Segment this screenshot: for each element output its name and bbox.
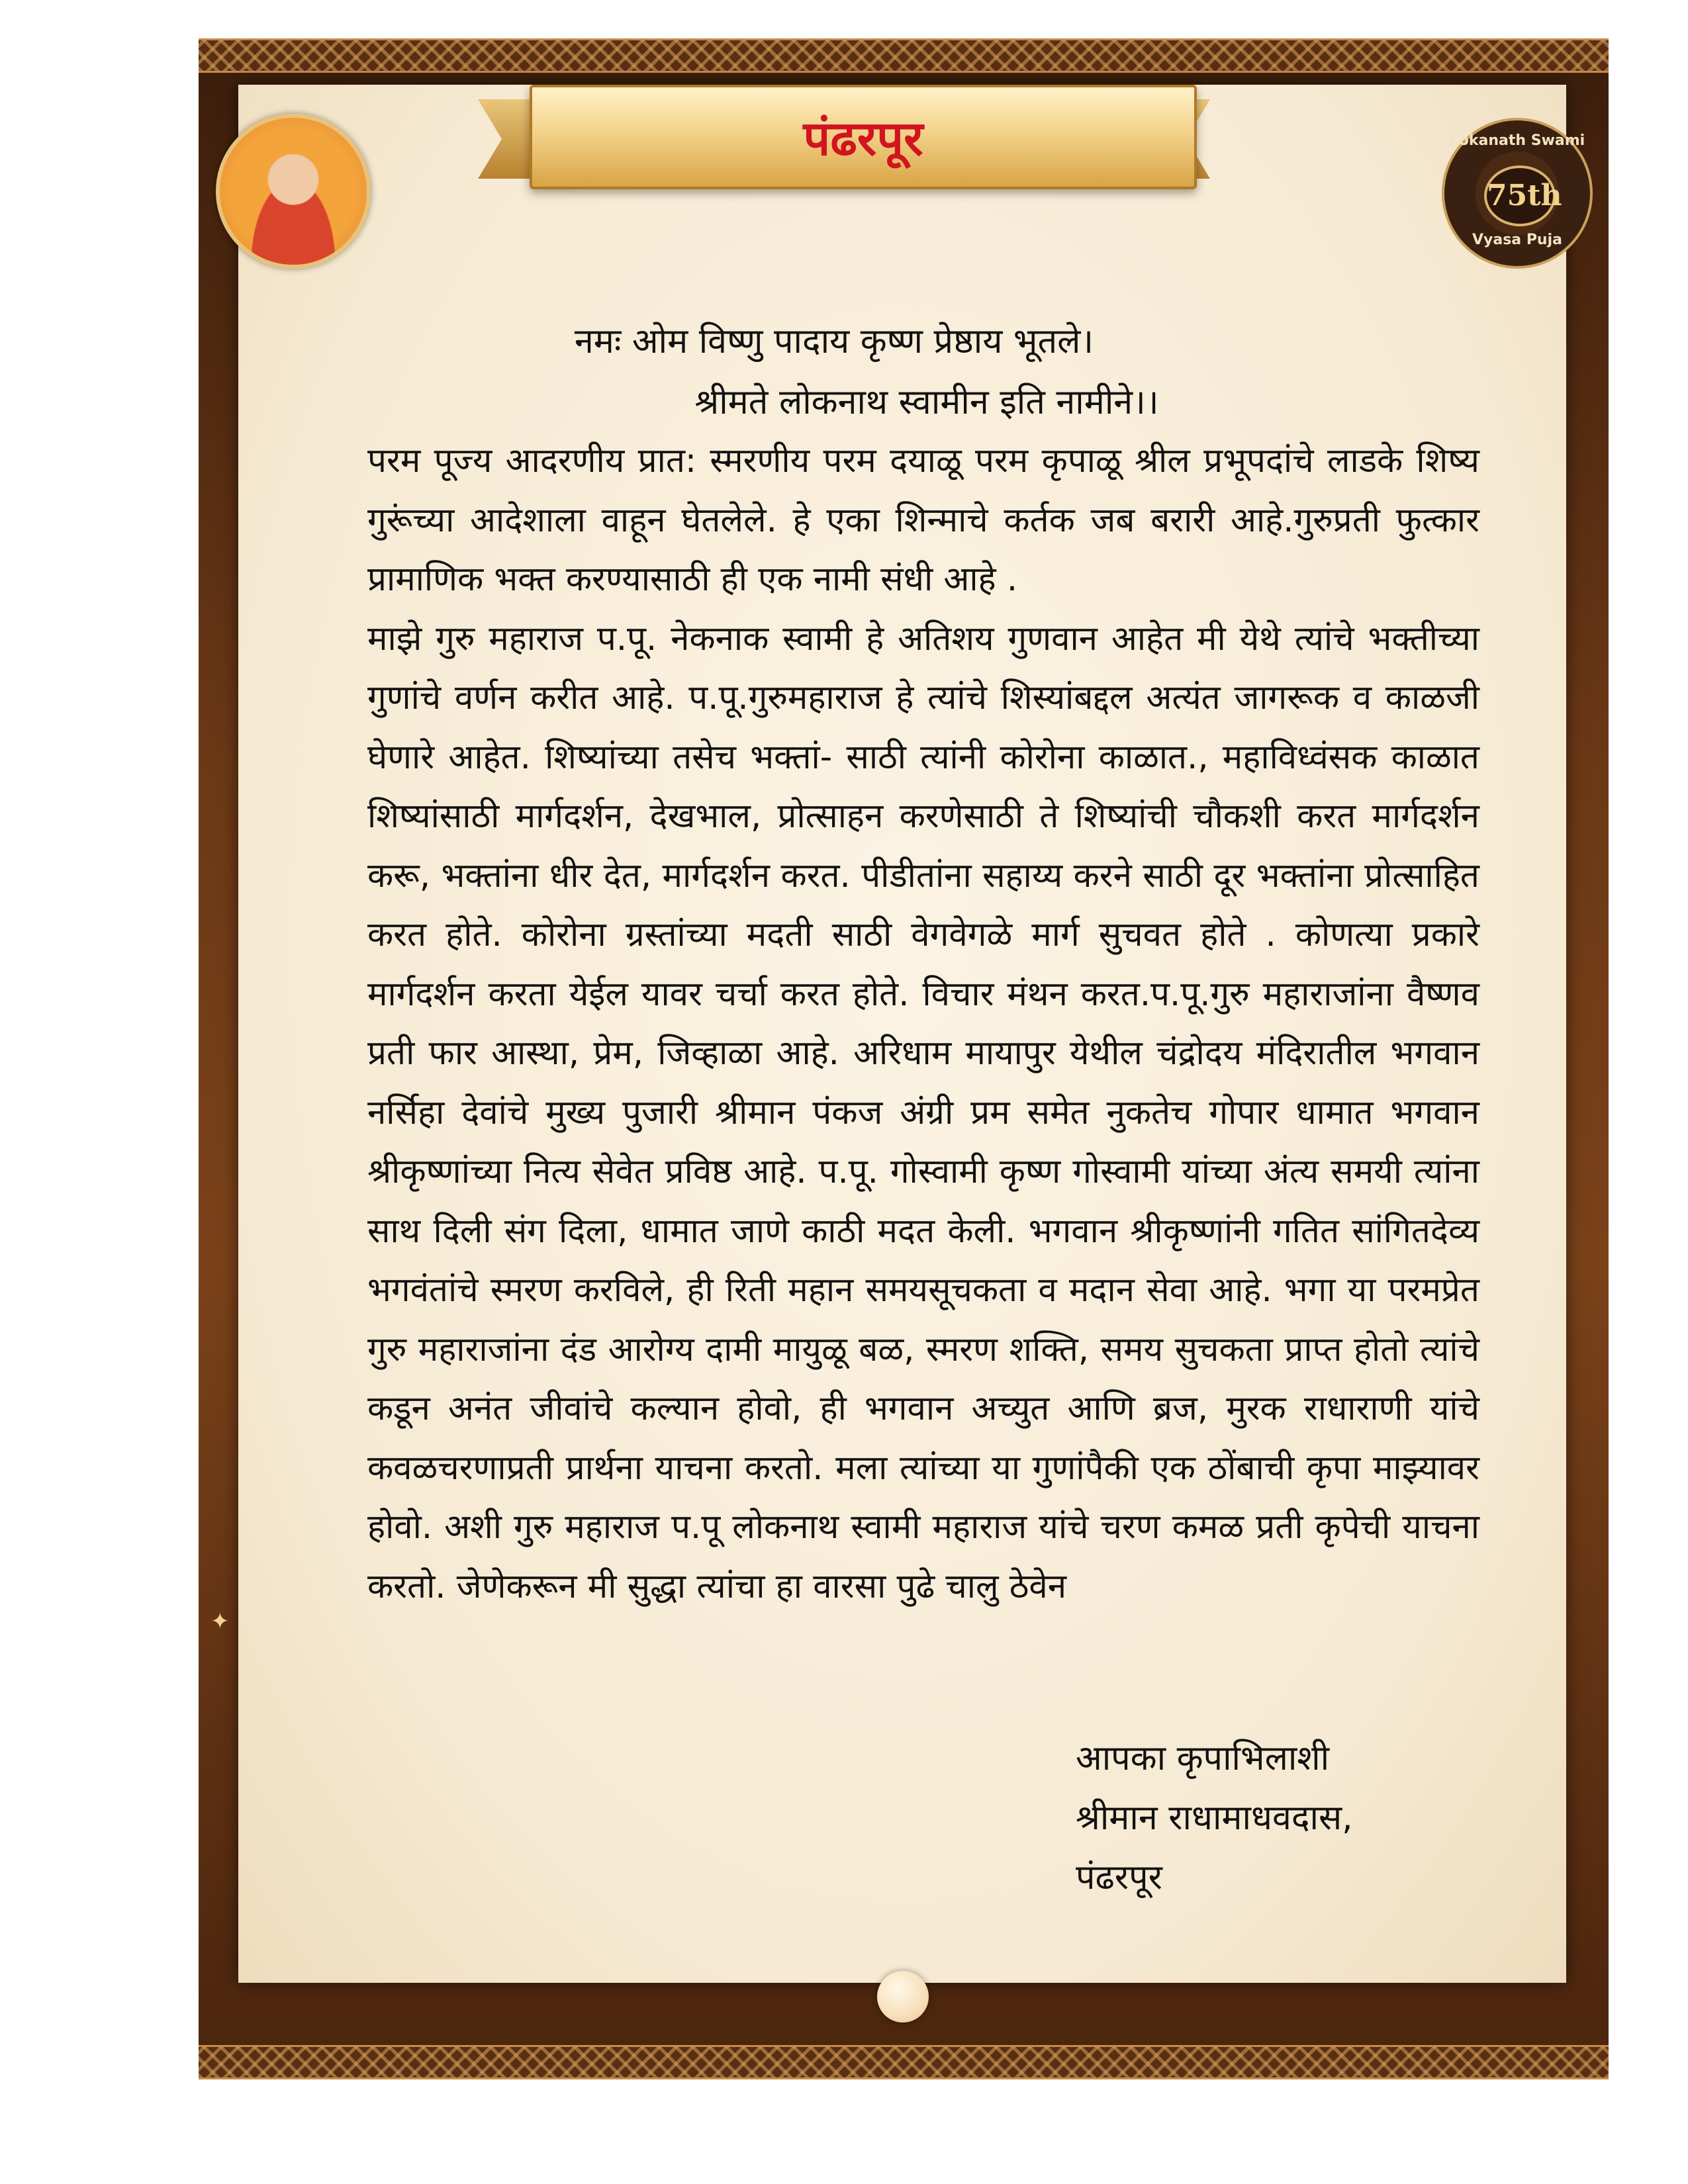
signature-place: पंढरपूर <box>1076 1858 1162 1897</box>
title-ribbon <box>530 85 1197 189</box>
badge-top-text: Lokanath Swami <box>1449 132 1585 149</box>
sparkle-icon: ✦ <box>211 1608 230 1635</box>
verse-line-2: श्रीमते लोकनाथ स्वामीन इति नामीने।। <box>694 383 1159 422</box>
guru-portrait-avatar <box>216 114 371 269</box>
badge-number: 75th <box>1484 165 1556 226</box>
signature-name: श्रीमान राधामाधवदास, <box>1076 1798 1353 1838</box>
bottom-medallion-dot <box>877 1971 929 2023</box>
badge-bottom-text: Vyasa Puja <box>1472 232 1562 248</box>
body-paragraph-2: माझे गुरु महाराज प.पू. नेकनाक स्वामी हे अतिशय गुणवान आहेत मी येथे त्यांचे भक्तीच्या गुणांचे वर्णन करीत आहे. प.पू.गुरुमहाराज हे त्यांचे शिस्यांबद्दल अत्यंत जागरूक व काळजी घेणारे आहेत. शिष्यांच्या तसेच भक्तां- साठी त्यांनी कोरोना काळात., महाविध्वंसक काळात शिष्यांसाठी मार्गदर्शन, देखभाल, प्रोत्साहन करणेसाठी ते शिष्यांची चौकशी करत मार्गदर्शन करू, भक्तांना धीर देत, मार्गदर्शन करत. पीडीतांना सहाय्य करने साठी दूर भक्तांना प्रोत्साहित करत होते. कोरोना ग्रस्तांच्या मदती साठी वेगवेगळे मार्ग सुचवत होते . कोणत्या प्रकारे मार्गदर्शन करता येईल यावर चर्चा करत होते. विचार मंथन करत.प.पू.गुरु महाराजांना वैष्णव प्रती फार आस्था, प्रेम, जिव्हाळा आहे. अरिधाम मायापुर येथील चंद्रोदय मंदिरातील भगवान नर्सिहा देवांचे मुख्य पुजारी श्रीमान पंकज अंग्री प्रम समेत नुकतेच गोपार धामात भगवान श्रीकृष्णांच्या नित्य सेवेत प्रविष्ठ आहे. प.पू. गोस्वामी कृष्ण गोस्वामी यांच्या अंत्य समयी त्यांना साथ दिली संग दिला, धामात जाणे काठी मदत केली. भगवान श्रीकृष्णांनी गतित सांगितदेव्य भगवंतांचे स्मरण करविले, ही रिती महान समयसूचकता व मदान सेवा आहे. भगा या परमप्रेत गुरु महाराजांना दंड आरोग्य दामी मायुळू बळ, स्मरण शक्ति, समय सुचकता प्राप्त होतो त्यांचे कडून अनंत जीवांचे कल्यान होवो, ही भगवान अच्युत आणि ब्रज, मुरक राधाराणी यांचे कवळचरणाप्रती प्रार्थना याचना करतो. मला त्यांच्या या गुणांपैकी एक ठोंबाची कृपा माझ्यावर होवो. अशी गुरु महाराज प.पू लोकनाथ स्वामी महाराज यांचे चरण कमळ प्रती कृपेची याचना करतो. जेणेकरून मी सुद्धा त्यांचा हा वारसा पुढे चालु ठेवेन <box>367 619 1479 1606</box>
page-title: पंढरपूर <box>803 110 923 166</box>
signature-salutation: आपका कृपाभिलाशी <box>1076 1739 1330 1778</box>
body-paragraph-1: परम पूज्य आदरणीय प्रात: स्मरणीय परम दयाळू परम कृपाळू श्रील प्रभूपदांचे लाडके शिष्य गुरूंच्या आदेशाला वाहून घेतलेले. हे एका शिन्माचे कर्तक जब बरारी आहे.गुरुप्रती फुत्कार प्रामाणिक भक्त करण्यासाठी ही एक नामी संधी आहे . <box>367 441 1479 599</box>
vyasa-puja-badge <box>1442 118 1593 269</box>
verse-line-1: नमः ओम विष्णु पादाय कृष्ण प्रेष्ठाय भूतले। <box>574 322 1094 361</box>
signature-block <box>1076 1729 1539 1907</box>
top-ornamental-border <box>199 38 1609 73</box>
letter-body <box>367 432 1479 1616</box>
bottom-ornamental-border <box>199 2045 1609 2079</box>
